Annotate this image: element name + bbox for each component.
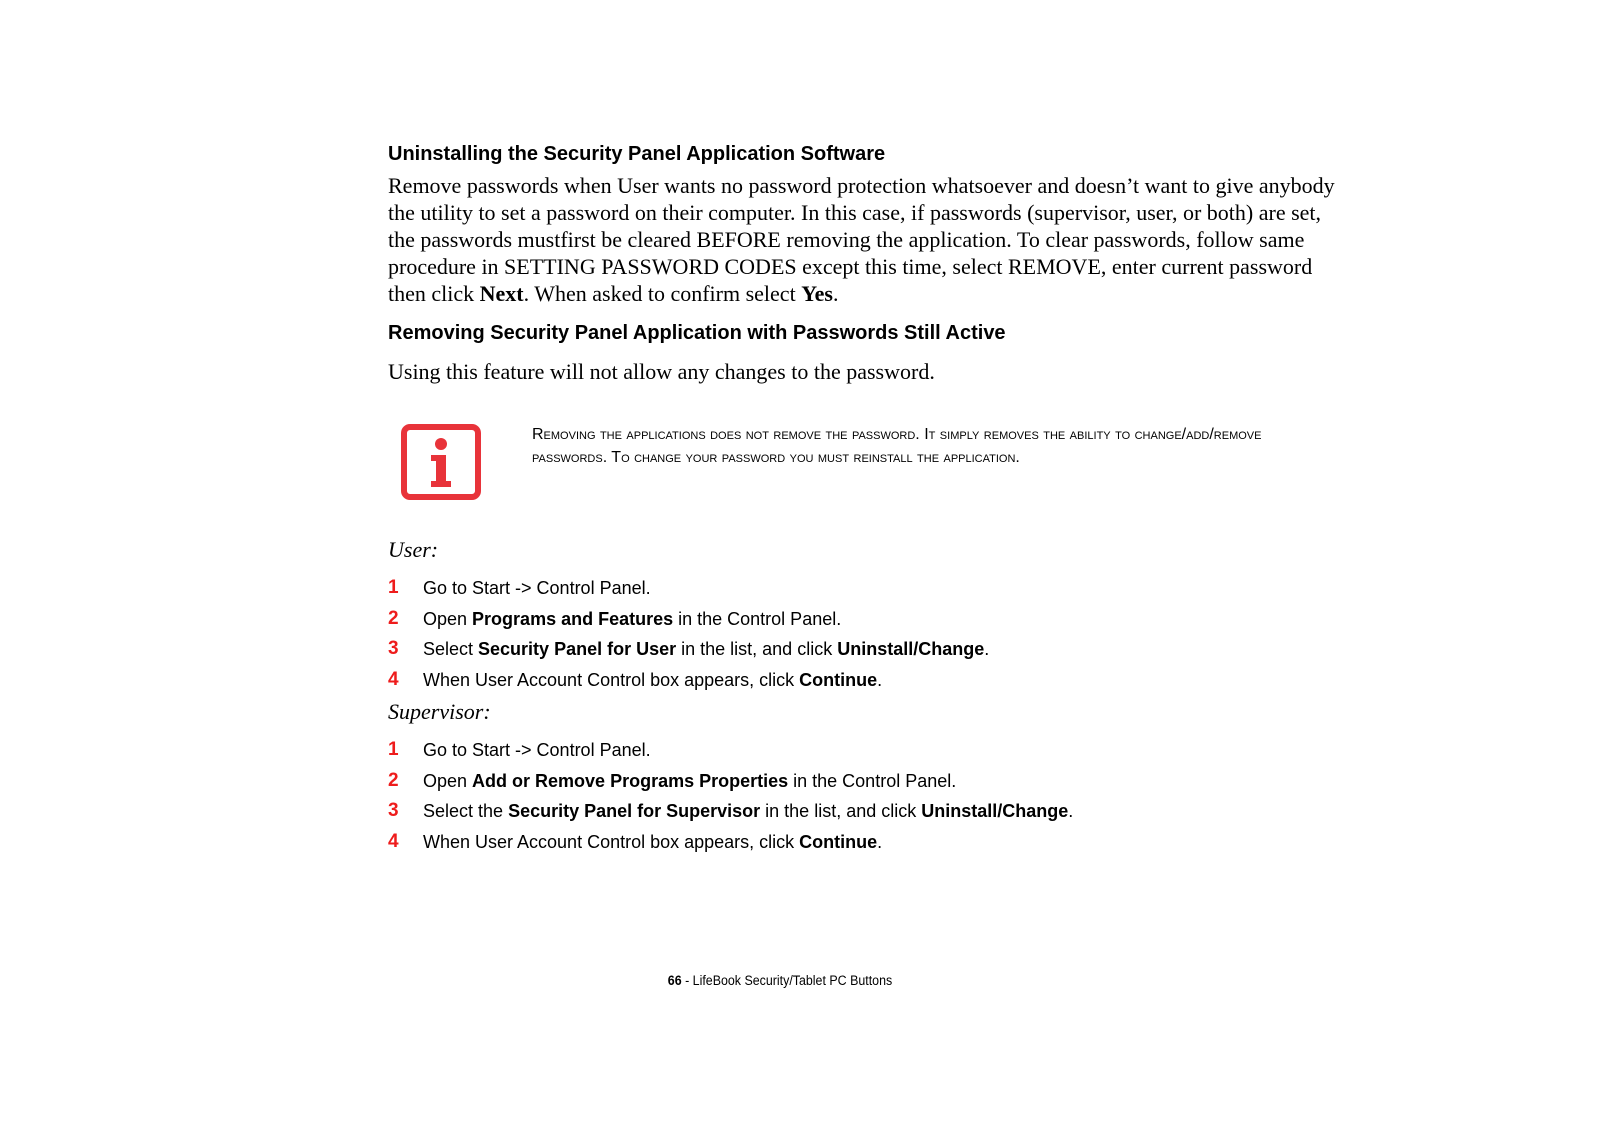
- section-heading-removing: Removing Security Panel Application with Passwords Still Active: [388, 322, 1006, 344]
- bold-text: Security Panel for Supervisor: [508, 801, 761, 821]
- bold-text: Uninstall/Change: [837, 639, 985, 659]
- bold-text: Yes: [801, 281, 833, 306]
- removing-paragraph: Using this feature will not allow any changes to the password.: [388, 359, 935, 384]
- text-run: When User Account Control box appears, click: [423, 831, 800, 852]
- supervisor-subheading: Supervisor:: [388, 699, 491, 724]
- step-text: [423, 667, 882, 693]
- bold-text: Continue: [799, 831, 878, 852]
- text-run: . When asked to confirm select: [523, 281, 802, 306]
- step-text: [423, 768, 956, 794]
- uninstall-paragraph: [388, 172, 1348, 307]
- step-text: [423, 829, 882, 855]
- section-heading-uninstalling: Uninstalling the Security Panel Application Software: [388, 143, 886, 165]
- bold-text: Security Panel for User: [478, 639, 677, 659]
- text-run: in the Control Panel.: [788, 770, 957, 791]
- text-run: .: [877, 831, 883, 852]
- bold-text: Add or Remove Programs Properties: [472, 770, 789, 791]
- step-text: [423, 636, 989, 662]
- text-run: .: [832, 281, 839, 306]
- step-number: 4: [388, 830, 399, 852]
- text-run: in the list, and click: [760, 801, 922, 821]
- text-run: Open: [423, 770, 473, 791]
- page-footer: [62, 972, 1497, 990]
- text-run: When User Account Control box appears, click: [423, 669, 800, 690]
- text-run: Go to Start -> Control Panel.: [423, 578, 651, 598]
- step-text: [423, 606, 841, 632]
- footer-title: - LifeBook Security/Tablet PC Buttons: [681, 973, 893, 988]
- step-number: 1: [388, 577, 399, 598]
- text-run: in the Control Panel.: [673, 608, 842, 629]
- text-run: .: [1068, 801, 1074, 821]
- text-run: .: [984, 639, 990, 659]
- text-run: Open: [423, 608, 473, 629]
- text-run: Go to Start -> Control Panel.: [423, 740, 651, 760]
- step-number: 3: [388, 638, 399, 659]
- text-run: .: [877, 669, 883, 690]
- bold-text: Continue: [799, 669, 878, 690]
- page-number: 66: [667, 973, 682, 988]
- text-run: Select the: [423, 801, 509, 821]
- text-run: Remove passwords when User wants no password protection whatsoever and doesn’t want to give anybody the utility to set a password on their computer. In this case, if passwords (supervisor, user, or both) are set, the passwords mustfirst be cleared BEFORE removing the application. To clear passwords, follow same procedure in SETTING PASSWORD CODES except this time, select REMOVE, enter current password then click: [388, 173, 1335, 306]
- text-run: in the list, and click: [676, 639, 838, 659]
- bold-text: Uninstall/Change: [921, 801, 1069, 821]
- step-number: 1: [388, 739, 399, 760]
- bold-text: Programs and Features: [472, 608, 674, 629]
- note-text: Removing the applications does not remove the password. It simply removes the ability to change/add/remove passwords. To change your password you must reinstall the application.: [532, 426, 1262, 466]
- step-number: 4: [388, 668, 399, 690]
- info-icon: [401, 424, 481, 500]
- step-number: 2: [388, 769, 399, 791]
- step-text: [423, 575, 651, 601]
- text-run: Select: [423, 639, 479, 659]
- bold-text: Next: [479, 281, 524, 306]
- step-number: 3: [388, 800, 399, 821]
- step-number: 2: [388, 607, 399, 629]
- user-subheading: User:: [388, 537, 439, 562]
- step-text: [423, 737, 651, 763]
- step-text: [423, 798, 1073, 824]
